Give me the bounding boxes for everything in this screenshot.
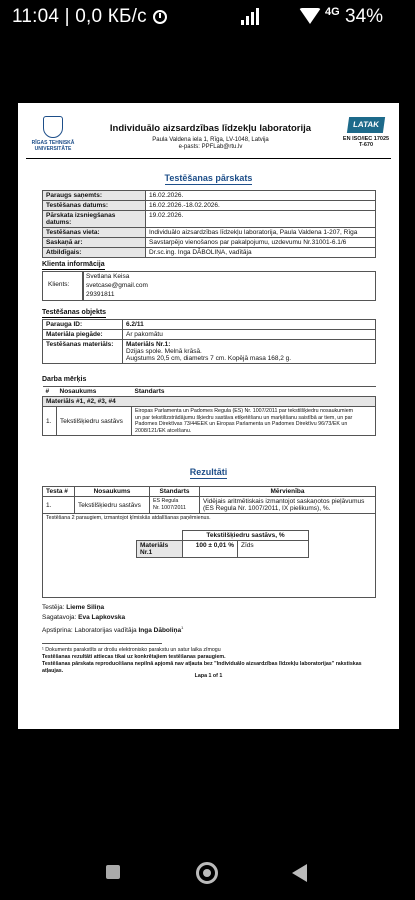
home-button[interactable] — [196, 862, 218, 884]
report-info-table — [42, 190, 376, 258]
info-value: Dr.sc.ing. Inga DĀBOLIŅA, vadītāja — [146, 248, 376, 258]
material-label: Materiāls Nr.1: — [126, 341, 171, 348]
client-name: Svetlana Keisa — [86, 273, 130, 280]
info-key: Testēšanas vieta: — [43, 228, 146, 238]
client-phone: 29391811 — [86, 291, 115, 298]
status-bar — [0, 0, 415, 36]
composition-table — [136, 530, 309, 558]
info-key: Saskaņā ar: — [43, 238, 146, 248]
info-key: Testēšanas datums: — [43, 201, 146, 211]
table-header-row: # Nosaukums Standarts — [43, 387, 376, 397]
work-heading: Darba mērķis — [42, 376, 87, 383]
report-title: Testēšanas pārskats — [164, 173, 253, 183]
client-divider — [82, 271, 84, 301]
info-key: Atbildīgais: — [43, 248, 146, 258]
latak-logo: LATAK EN ISO/IEC 17025 T-670 — [341, 117, 391, 148]
table-row — [43, 238, 376, 248]
status-time-speed: 11:04 | 0,0 КБ/с — [12, 6, 147, 27]
back-button[interactable] — [292, 864, 307, 882]
network-type: 4G — [325, 6, 340, 18]
alarm-icon — [153, 10, 167, 24]
rtu-crest-icon — [43, 116, 63, 138]
work-table — [42, 386, 376, 436]
footer-line-2: Testēšanas pārskata reproducēšana nepilnā apjomā nav atļauta bez "Individuālo aizsardzības līdzekļu laboratorijas" rakstiskas atļaujas. — [42, 661, 362, 674]
battery-level: 34% — [345, 6, 384, 27]
lab-address: Paula Valdena iela 1, Rīga, LV-1048, Latvija — [152, 137, 269, 143]
info-key: Paraugs saņemts: — [43, 191, 146, 201]
navigation-bar — [0, 842, 415, 900]
report-page — [18, 103, 399, 729]
table-row: Parauga ID: 6.2/11 — [43, 320, 376, 330]
info-value: 16.02.2026. — [146, 191, 376, 201]
lab-title: Individuālo aizsardzības līdzekļu laboratorija — [109, 123, 312, 134]
accreditation-standard: EN ISO/IEC 17025 — [342, 136, 390, 142]
client-heading: Klienta informācija — [42, 261, 105, 268]
approved-by: Apstiprina: Laboratorijas vadītāja Inga Dāboliņa$^1$ — [42, 625, 184, 635]
status-right — [241, 6, 411, 30]
material-description: Dzijas spole. Melnā krāsā. — [126, 348, 202, 355]
results-heading: Rezultāti — [189, 467, 228, 477]
header-divider — [26, 158, 391, 159]
info-value: Individuālo aizsardzības līdzekļu laboratorija, Paula Valdena 1-207, Rīga — [146, 228, 376, 238]
table-row: 1. Tekstilšķiedru sastāvs ES Regula Nr. 1007/2011 Vidējais aritmētiskais izmantojot saskaņotos pieļāvumus (ES Regula Nr. 1007/2011, IX pielikums), %. — [43, 497, 376, 514]
cellular-signal-icon — [241, 6, 267, 28]
info-value: Savstarpējo vienošanos par pakalpojumu, uzdevumu Nr.31001-6.1/6 — [146, 238, 376, 248]
table-row — [43, 228, 376, 238]
material-dimensions: Augstums 20,5 cm, diametrs 7 cm. Kopējā masa 168,2 g. — [126, 355, 292, 362]
footer-line-1: Testēšanas rezultāti attiecas tikai uz konkrētajiem testēšanas paraugiem. — [42, 654, 226, 660]
lab-email: e-pasts: PPFLab@rtu.lv — [178, 144, 243, 150]
object-table — [42, 319, 376, 364]
table-row: Materiāla piegāde: Ar pakomātu — [43, 330, 376, 340]
table-row: Testēšanas materiāls: Materiāls Nr.1: Dzijas spole. Melnā krāsā. Augstums 20,5 cm, diametrs 7 cm. Kopējā masa 168,2 g. — [43, 340, 376, 364]
accreditation-number: T-670 — [358, 142, 374, 148]
table-row — [43, 201, 376, 211]
table-header-row: Testa # Nosaukums Standarts Mērvienība — [43, 487, 376, 497]
prepared-by: Sagatavoja: Eva Lapkovska — [42, 614, 126, 621]
client-label: Klients: — [48, 281, 70, 288]
client-email: svetcase@gmail.com — [86, 282, 148, 289]
table-row: 1. Tekstilšķiedru sastāvs Eiropas Parlamenta un Padomes Regula (ES) Nr. 1007/2011 par tekstilšķiedru nosaukumiem un par tekstilizstrādājumu šķiedru sastāva etiķetēšanu un marķēšanu saistībā ar tiem, un par Padomes Direktīvas 73/44EEK un Eiropas Parlamenta un Padomes Direktīvu 96/73/EK un 2008/121/EK atcelšanu. — [43, 407, 376, 436]
table-note-row: Testēšana 2 paraugiem, izmantojot ķīmiskās atdalīšanas paņēmienus. — [43, 514, 376, 598]
table-row — [43, 211, 376, 228]
rtu-logo: RĪGAS TEHNISKĀ UNIVERSITĀTE — [26, 116, 80, 152]
table-row — [43, 248, 376, 258]
info-value: 16.02.2026.-18.02.2026. — [146, 201, 376, 211]
info-value: 19.02.2026. — [146, 211, 376, 228]
footnote-divider — [42, 643, 162, 644]
table-row: Materiāls Nr.1 100 ± 0,01 % Zīds — [137, 541, 309, 558]
wifi-icon — [299, 8, 321, 24]
tested-by: Testēja: Lieme Siliņa — [42, 604, 105, 611]
table-header-row: Tekstilšķiedru sastāvs, % — [137, 531, 309, 541]
recent-apps-button[interactable] — [106, 865, 120, 879]
lab-header — [88, 123, 333, 150]
table-row — [43, 191, 376, 201]
info-key: Pārskata izsniegšanas datums: — [43, 211, 146, 228]
object-heading: Testēšanas objekts — [42, 309, 107, 316]
page-number: Lapa 1 of 1 — [194, 673, 223, 679]
table-group-row: Materiāls #1, #2, #3, #4 — [43, 397, 376, 407]
footnote: ¹ Dokuments parakstīts ar drošu elektronisko parakstu un satur laika zīmogu — [42, 647, 221, 653]
